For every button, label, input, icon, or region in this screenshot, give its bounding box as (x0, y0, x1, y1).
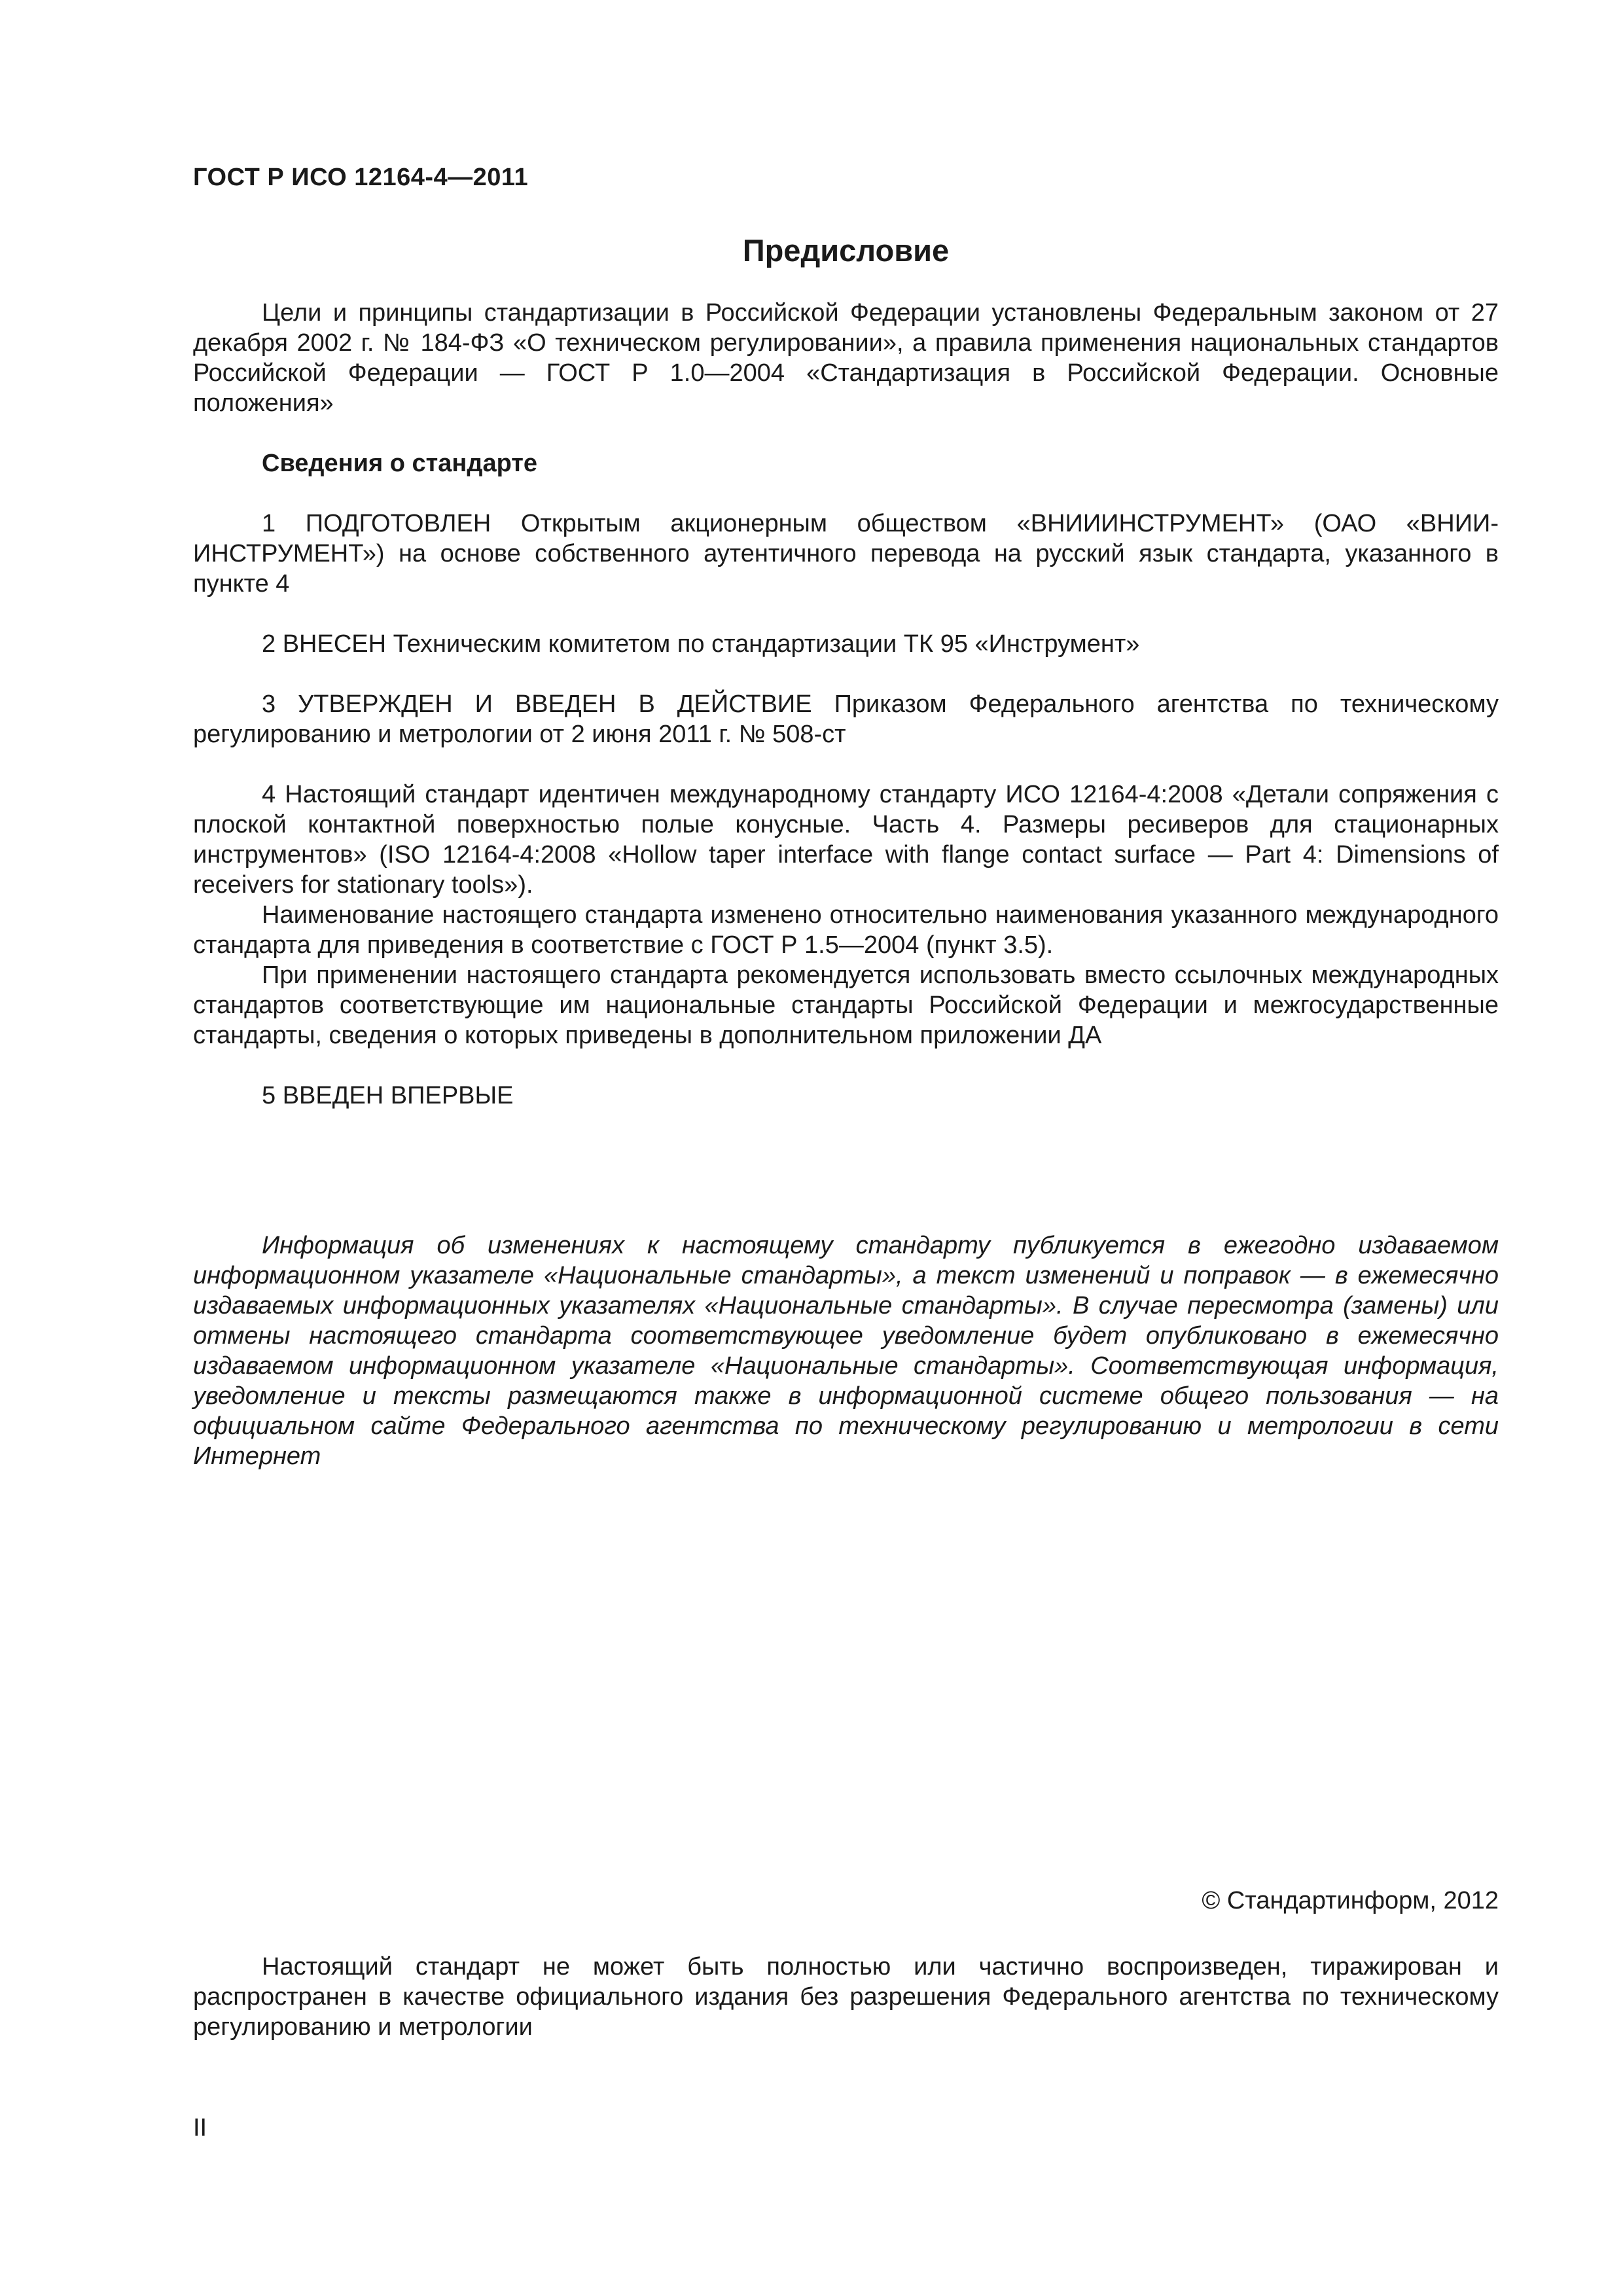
reproduction-notice-text: Настоящий стандарт не может быть полностью или частично воспроизведен, тиражирован и распространен в качестве официального издания без разрешения Федерального агентства по техническому регулированию и метрологии (193, 1953, 1499, 2041)
item-identical-standard: 4 Настоящий стандарт идентичен международному стандарту ИСО 12164-4:2008 «Детали сопряжения с плоской контактной поверхностью полые конусные. Часть 4. Размеры ресиверов для стационарных инструментов» (ISO 12164-4:2008 «Hollow taper interface with flange contact surface — Part 4: Dimensions of receivers for stationary tools»). (193, 781, 1499, 899)
intro-paragraph: Цели и принципы стандартизации в Российской Федерации установлены Федеральным законом от 27 декабря 2002 г. № 184-ФЗ «О техническом регулировании», а правила применения национальных стандартов Российской Федерации — ГОСТ Р 1.0—2004 «Стандартизация в Российской Федерации. Основные положения» (193, 299, 1499, 417)
copyright-notice: © Стандартинформ, 2012 (1202, 1887, 1499, 1914)
section-subheading: Сведения о стандарте (262, 450, 538, 477)
item-submitted: 2 ВНЕСЕН Техническим комитетом по стандартизации ТК 95 «Инструмент» (262, 630, 1140, 658)
document-code: ГОСТ Р ИСО 12164-4—2011 (193, 164, 529, 191)
item-name-changed: Наименование настоящего стандарта изменено относительно наименования указанного международного стандарта для приведения в соответствие с ГОСТ Р 1.5—2004 (пункт 3.5). (193, 901, 1499, 959)
change-information-text: Информация об изменениях к настоящему стандарту публикуется в ежегодно издаваемом информационном указателе «Национальные стандарты», а текст изменений и поправок — в ежемесячно издаваемых информационных указателях «Национальные стандарты». В случае пересмотра (замены) или отмены настоящего стандарта соответствующее уведомление будет опубликовано в ежемесячно издаваемом информационном указателе «Национальные стандарты». Соответствующая информация, уведомление и тексты размещаются также в информационной системе общего пользования — на официальном сайте Федерального агентства по техническому регулированию и метрологии в сети Интернет (193, 1232, 1499, 1470)
page-title: Предисловие (742, 233, 950, 268)
preface-body (193, 298, 1499, 1111)
item-prepared: 1 ПОДГОТОВЛЕН Открытым акционерным обществом «ВНИИИНСТРУМЕНТ» (ОАО «ВНИИ-ИНСТРУМЕНТ») на основе собственного аутентичного перевода на русский язык стандарта, указанного в пункте 4 (193, 510, 1499, 598)
change-information-block (193, 1230, 1499, 1471)
item-references: При применении настоящего стандарта рекомендуется использовать вместо ссылочных международных стандартов соответствующие им национальные стандарты Российской Федерации и межгосударственные стандарты, сведения о которых приведены в дополнительном приложении ДА (193, 961, 1499, 1049)
reproduction-notice (193, 1952, 1499, 2042)
page-number: II (193, 2114, 207, 2142)
item-approved: 3 УТВЕРЖДЕН И ВВЕДЕН В ДЕЙСТВИЕ Приказом Федерального агентства по техническому регулированию и метрологии от 2 июня 2011 г. № 508-ст (193, 691, 1499, 748)
item-first-introduced: 5 ВВЕДЕН ВПЕРВЫЕ (262, 1082, 514, 1109)
